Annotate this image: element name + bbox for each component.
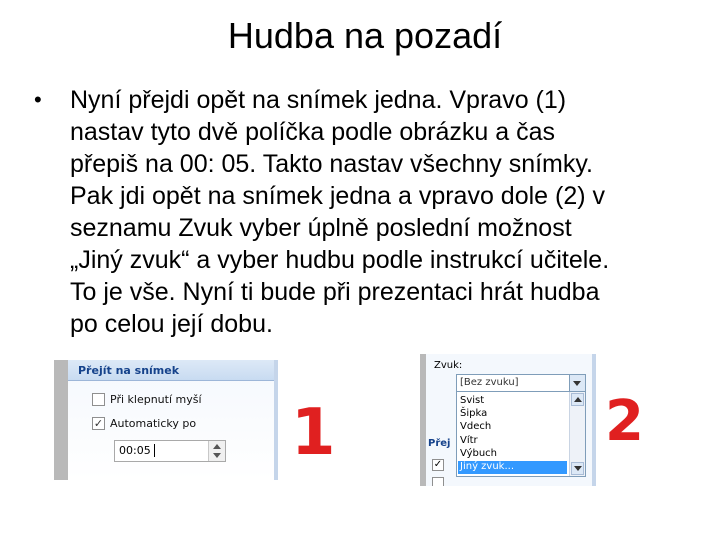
- time-value[interactable]: 00:05: [119, 444, 151, 457]
- sound-label: Zvuk:: [434, 360, 463, 371]
- panel-edge: [420, 354, 426, 486]
- bullet-dot: •: [34, 87, 42, 112]
- spinner-down-icon[interactable]: [213, 453, 221, 458]
- transition-panel-screenshot: [54, 360, 278, 480]
- bullet-line: „Jiný zvuk“ a vyber hudbu podle instrukcí učitele.: [70, 246, 610, 274]
- bullet-line: přepiš na 00: 05. Takto nastav všechny snímky.: [70, 150, 593, 178]
- bullet-paragraph: [70, 84, 694, 340]
- list-scrollbar[interactable]: [569, 392, 585, 476]
- chevron-down-icon[interactable]: [569, 375, 585, 391]
- slide-title: Hudba na pozadí: [227, 15, 503, 56]
- text-caret: [154, 444, 155, 457]
- sound-combobox[interactable]: [456, 374, 586, 392]
- sound-dropdown-screenshot: [420, 354, 596, 486]
- bullet-line: po celou její dobu.: [70, 310, 273, 338]
- spinner-up-icon[interactable]: [213, 444, 221, 449]
- on-click-label: Při klepnutí myší: [110, 393, 202, 406]
- option-checkbox[interactable]: [432, 477, 444, 486]
- advance-slide-header-label: Přejít na snímek: [78, 364, 180, 377]
- auto-after-checkbox[interactable]: ✓: [433, 459, 443, 470]
- spinner-buttons[interactable]: [208, 441, 225, 461]
- sound-option[interactable]: Vdech: [460, 421, 492, 432]
- scroll-up-icon[interactable]: [571, 393, 584, 406]
- bullet-line: To je vše. Nyní ti bude při prezentaci hrát hudba: [70, 278, 600, 306]
- bullet-line: nastav tyto dvě políčka podle obrázku a čas: [70, 118, 556, 146]
- sound-option[interactable]: Vítr: [460, 435, 478, 446]
- panel-edge: [592, 354, 596, 486]
- sound-option[interactable]: Šipka: [460, 408, 488, 419]
- panel-edge: [274, 360, 278, 480]
- time-spinner[interactable]: [114, 440, 226, 462]
- bullet-list: [34, 84, 694, 340]
- auto-after-checkbox[interactable]: ✓: [93, 417, 104, 430]
- sound-options-list[interactable]: [456, 391, 586, 477]
- bullet-line: seznamu Zvuk vyber úplně poslední možnost: [70, 214, 572, 242]
- auto-after-label: Automaticky po: [110, 417, 197, 430]
- marker-two: 2: [605, 389, 644, 454]
- advance-slide-header-partial: Přej: [428, 438, 451, 449]
- sound-option-other[interactable]: Jiný zvuk...: [460, 461, 514, 472]
- sound-option[interactable]: Svist: [460, 395, 485, 406]
- scroll-down-icon[interactable]: [571, 462, 584, 475]
- bullet-line: Pak jdi opět na snímek jedna a vpravo dole (2) v: [70, 182, 606, 210]
- sound-option[interactable]: Výbuch: [460, 448, 498, 459]
- sound-combobox-value: [Bez zvuku]: [460, 377, 519, 388]
- panel-edge: [54, 360, 68, 480]
- advance-slide-header: [68, 360, 274, 381]
- on-click-checkbox[interactable]: [92, 393, 105, 406]
- bullet-line: Nyní přejdi opět na snímek jedna. Vpravo (1): [70, 86, 567, 114]
- marker-one: 1: [291, 396, 336, 470]
